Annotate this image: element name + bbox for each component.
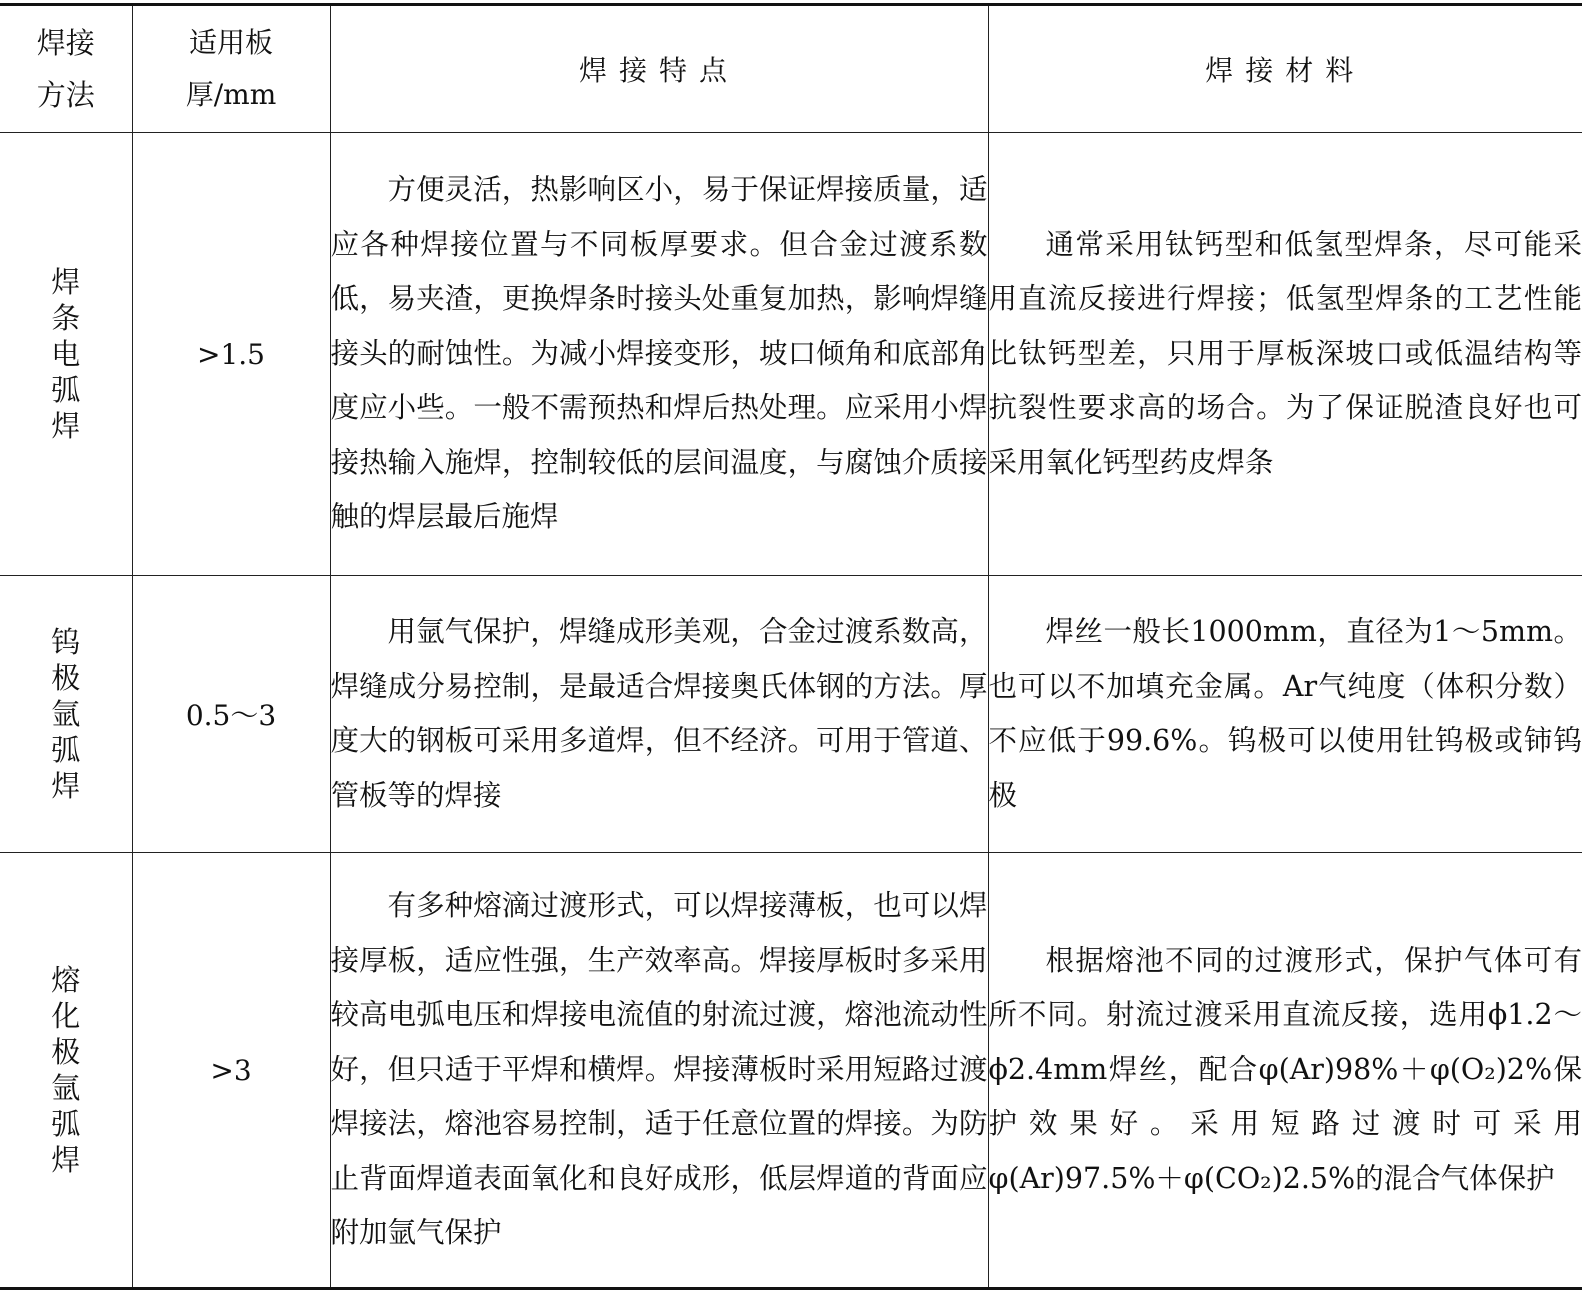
- materials-cell: 焊丝一般长1000mm，直径为1～5mm。也可以不加填充金属。Ar气纯度（体积分数）不应低于99.6%。钨极可以使用钍钨极或铈钨极: [988, 576, 1582, 853]
- thickness-cell: 0.5～3: [132, 576, 330, 853]
- materials-cell: 通常采用钛钙型和低氢型焊条，尽可能采用直流反接进行焊接；低氢型焊条的工艺性能比钛钙型差，只用于厚板深坡口或低温结构等抗裂性要求高的场合。为了保证脱渣良好也可采用氧化钙型药皮焊条: [988, 133, 1582, 576]
- table-row: [0, 133, 1582, 576]
- thickness-cell: >3: [132, 853, 330, 1289]
- table-row: [0, 853, 1582, 1289]
- header-materials: 焊接材料: [988, 5, 1582, 133]
- method-label: 钨极氩弧焊: [51, 625, 81, 803]
- welding-methods-table: [0, 3, 1582, 1290]
- method-label: 焊条电弧焊: [51, 265, 81, 443]
- thickness-cell: >1.5: [132, 133, 330, 576]
- features-cell: 方便灵活，热影响区小，易于保证焊接质量，适应各种焊接位置与不同板厚要求。但合金过渡系数低，易夹渣，更换焊条时接头处重复加热，影响焊缝接头的耐蚀性。为减小焊接变形，坡口倾角和底部角度应小些。一般不需预热和焊后热处理。应采用小焊接热输入施焊，控制较低的层间温度，与腐蚀介质接触的焊层最后施焊: [330, 133, 988, 576]
- header-thickness: [132, 5, 330, 133]
- header-method: [0, 5, 132, 133]
- header-method-label: 焊接方法: [36, 25, 95, 112]
- table-row: [0, 576, 1582, 853]
- header-features: 焊接特点: [330, 5, 988, 133]
- features-cell: 用氩气保护，焊缝成形美观，合金过渡系数高，焊缝成分易控制，是最适合焊接奥氏体钢的方法。厚度大的钢板可采用多道焊，但不经济。可用于管道、管板等的焊接: [330, 576, 988, 853]
- method-cell: [0, 576, 132, 853]
- method-cell: [0, 133, 132, 576]
- method-cell: [0, 853, 132, 1289]
- method-label: 熔化极氩弧焊: [51, 963, 81, 1177]
- materials-cell: 根据熔池不同的过渡形式，保护气体可有所不同。射流过渡采用直流反接，选用ϕ1.2～ϕ2.4mm焊丝，配合φ(Ar)98%＋φ(O₂)2%保护效果好。采用短路过渡时可采用φ(Ar)97.5%＋φ(CO₂)2.5%的混合气体保护: [988, 853, 1582, 1289]
- table-header-row: [0, 5, 1582, 133]
- header-thickness-label: 适用板厚/mm: [185, 26, 277, 111]
- features-cell: 有多种熔滴过渡形式，可以焊接薄板，也可以焊接厚板，适应性强，生产效率高。焊接厚板时多采用较高电弧电压和焊接电流值的射流过渡，熔池流动性好，但只适于平焊和横焊。焊接薄板时采用短路过渡焊接法，熔池容易控制，适于任意位置的焊接。为防止背面焊道表面氧化和良好成形，低层焊道的背面应附加氩气保护: [330, 853, 988, 1289]
